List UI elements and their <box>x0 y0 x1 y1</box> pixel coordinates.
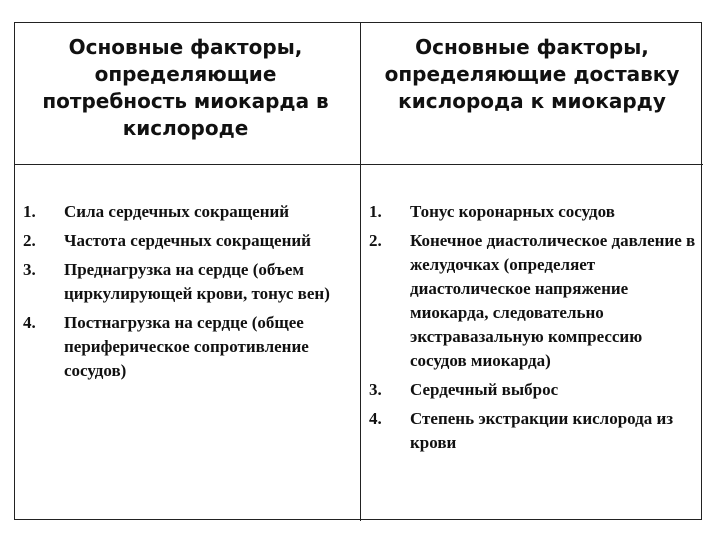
item-number: 1. <box>23 202 36 221</box>
item-number: 3. <box>23 260 36 279</box>
item-number: 2. <box>23 231 36 250</box>
item-text: Тонус коронарных сосудов <box>410 202 615 221</box>
list-item <box>369 407 699 455</box>
list-item <box>369 229 699 373</box>
list-item <box>23 311 356 383</box>
item-text: Сила сердечных сокращений <box>64 202 290 221</box>
factors-table <box>14 22 702 520</box>
oxygen-demand-list <box>23 200 356 383</box>
list-item <box>369 200 699 224</box>
left-column-header: Основные факторы, определяющие потребность миокарда в кислороде <box>15 23 361 165</box>
item-text: Постнагрузка на сердце (общее периферическое сопротивление сосудов) <box>64 313 309 380</box>
right-factors-cell <box>361 165 703 521</box>
oxygen-delivery-list <box>369 200 699 455</box>
item-number: 4. <box>369 409 382 428</box>
left-factors-cell <box>15 165 361 521</box>
right-column-header: Основные факторы, определяющие доставку кислорода к миокарду <box>361 23 703 165</box>
list-item <box>23 258 356 306</box>
item-text: Преднагрузка на сердце (объем циркулирующей крови, тонус вен) <box>64 260 330 303</box>
item-number: 2. <box>369 231 382 250</box>
item-text: Частота сердечных сокращений <box>64 231 311 250</box>
item-number: 3. <box>369 380 382 399</box>
item-number: 4. <box>23 313 36 332</box>
list-item <box>23 200 356 224</box>
item-text: Сердечный выброс <box>410 380 559 399</box>
list-item <box>369 378 699 402</box>
item-text: Степень экстракции кислорода из крови <box>410 409 674 452</box>
item-text: Конечное диастолическое давление в желудочках (определяет диастолическое напряжение миокарда, следовательно экстравазальную компрессию сосудов миокарда) <box>410 231 696 370</box>
item-number: 1. <box>369 202 382 221</box>
list-item <box>23 229 356 253</box>
